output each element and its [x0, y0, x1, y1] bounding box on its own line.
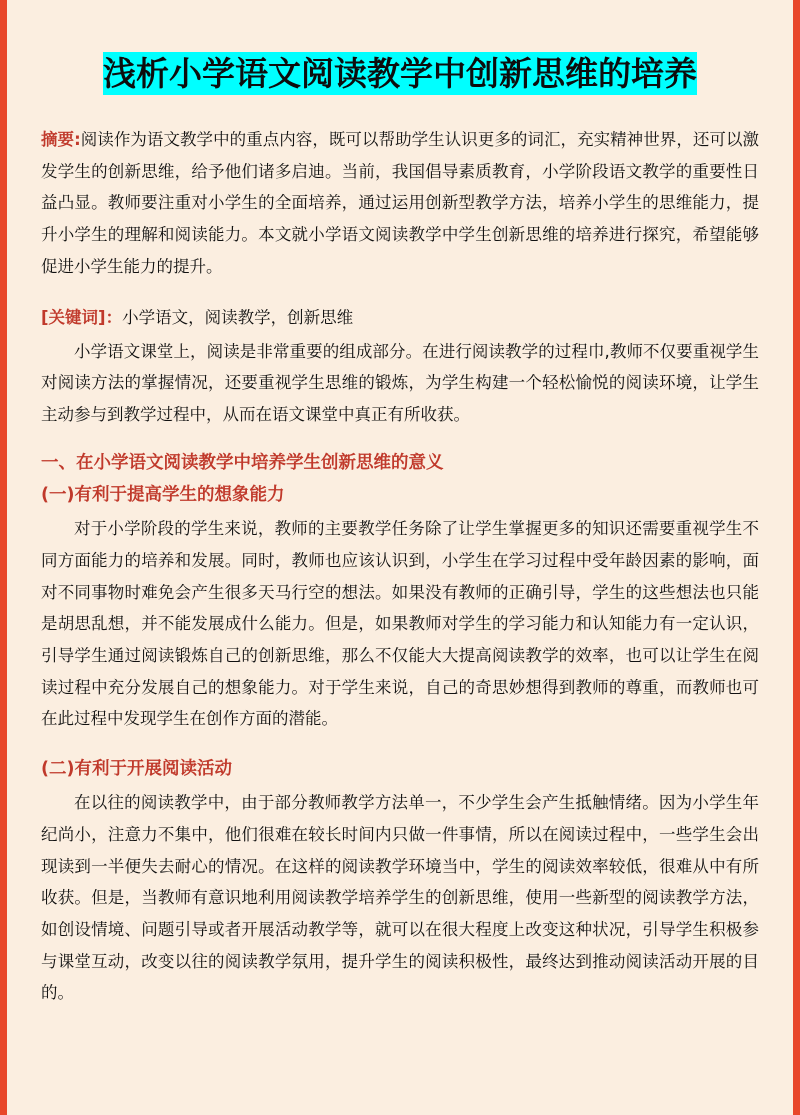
page-title — [41, 50, 759, 98]
title-part-2-highlighted: 小学语文阅读 — [169, 54, 367, 93]
keywords-label: [关键词]： — [41, 308, 123, 328]
intro-paragraph: 小学语文课堂上，阅读是非常重要的组成部分。在进行阅读教学的过程巾,教师不仅要重视学生对阅读方法的掌握情况，还要重视学生思维的锻炼，为学生构建一个轻松愉悦的阅读环境，让学生主动参与到教学过程中，从而在语文课堂中真正有所收获。 — [41, 341, 759, 424]
abstract-label: 摘要: — [41, 129, 81, 149]
section-subheading-1-2: (二)有利于开展阅读活动 — [41, 759, 232, 780]
section-heading-1: 一、在小学语文阅读教学中培养学生创新思维的意义 — [41, 452, 444, 473]
abstract-text: 阅读作为语文教学中的重点内容，既可以帮助学生认识更多的词汇，充实精神世界，还可以激发学生的创新思维，给予他们诸多启迪。当前，我国倡导素质教育，小学阶段语文教学的重要性日益凸显。教师要注重对小学生的全面培养，通过运用创新型教学方法，培养小学生的思维能力，提升小学生的理解和阅读能力。本文就小学语文阅读教学中学生创新思维的培养进行探究，希望能够促进小学生能力的提升。 — [41, 129, 759, 276]
section-subheading-1-1: (一)有利于提高学生的想象能力 — [41, 484, 285, 505]
section-body-1-2: 在以往的阅读教学中，由于部分教师教学方法单一，不少学生会产生抵触情绪。因为小学生年纪尚小，注意力不集中，他们很难在较长时间内只做一件事情，所以在阅读过程中，一些学生会出现读到一半便失去耐心的情况。在这样的阅读教学环境当中，学生的阅读效率较低，很难从中有所收获。但是，当教师有意识地利用阅读教学培养学生的创新思维，使用一些新型的阅读教学方法，如创设情境、问题引导或者开展活动教学等，就可以在很大程度上改变这种状况，引导学生积极参与课堂互动，改变以往的阅读教学氛用，提升学生的阅读积极性，最终达到推动阅读活动开展的目的。 — [41, 793, 759, 1003]
keywords-text: 小学语文，阅读教学，创新思维 — [122, 308, 354, 328]
abstract-block — [41, 124, 759, 282]
section-body-1-1: 对于小学阶段的学生来说，教师的主要教学任务除了让学生掌握更多的知识还需要重视学生不同方面能力的培养和发展。同时，教师也应该认识到，小学生在学习过程中受年龄因素的影响，面对不同事物时难免会产生很多天马行空的想法。如果没有教师的正确引导，学生的这些想法也只能是胡思乱想，并不能发展成什么能力。但是，如果教师对学生的学习能力和认知能力有一定认识，引导学生通过阅读锻炼自己的创新思维，那么不仅能大大提高阅读教学的效率，也可以让学生在阅读过程中充分发展自己的想象能力。对于学生来说，自己的奇思妙想得到教师的尊重，而教师也可在此过程中发现学生在创作方面的潜能。 — [41, 519, 759, 729]
document-body — [7, 0, 793, 1009]
title-part-1: 浅析 — [103, 54, 169, 93]
keywords-block — [41, 302, 759, 333]
title-part-3: 教学中创新思维的培养 — [367, 54, 697, 93]
